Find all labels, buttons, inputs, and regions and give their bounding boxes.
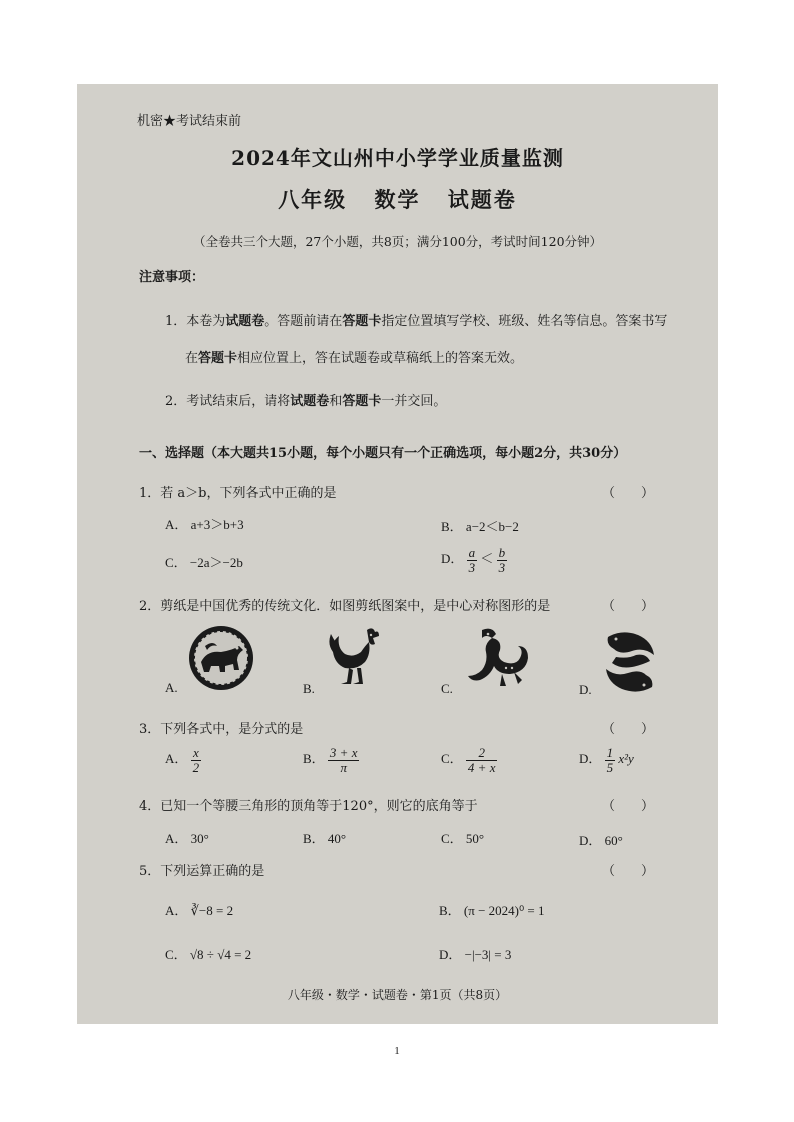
question-4-option-d: D． 60° xyxy=(579,833,623,848)
question-5-option-b: B． (π − 2024)⁰ = 1 xyxy=(439,903,545,918)
question-1-stem: 1．若 a＞b，下列各式中正确的是 xyxy=(139,486,337,501)
question-2-option-c: C. xyxy=(441,681,453,696)
question-5-stem: 5．下列运算正确的是 xyxy=(139,864,265,879)
exam-info: （全卷共三个大题，27个小题，共8页；满分100分，考试时间120分钟） xyxy=(192,234,603,249)
section-heading: 一、选择题（本大题共15小题，每个小题只有一个正确选项，每小题2分，共30分） xyxy=(139,446,627,461)
papercut-ox-icon xyxy=(187,624,255,692)
question-2-stem: 2．剪纸是中国优秀的传统文化．如图剪纸图案中，是中心对称图形的是 xyxy=(139,599,551,614)
question-2-option-a: A. xyxy=(165,680,178,695)
question-3-option-d: D． $\frac{1}{5}$ x²y xyxy=(579,745,634,775)
papercut-twin-fish-icon xyxy=(602,629,658,695)
question-4-option-b: B． 40° xyxy=(303,831,347,846)
question-3-option-b: B． $\frac{3 + x}{\pi}$ xyxy=(303,745,358,775)
question-1-answer-paren: （ ） xyxy=(602,486,655,501)
paper-footer: 八年级・数学・试题卷・第1页（共8页） xyxy=(287,988,508,1002)
question-2-option-b: B. xyxy=(303,681,315,696)
question-4-answer-paren: （ ） xyxy=(602,799,655,814)
question-3-answer-paren: （ ） xyxy=(602,722,655,737)
question-1-option-a: A． a+3＞b+3 xyxy=(165,517,244,532)
question-3-stem: 3．下列各式中，是分式的是 xyxy=(139,722,304,737)
notice-item-1-cont: 在答题卡相应位置上，答在试题卷或草稿纸上的答案无效。 xyxy=(185,351,524,366)
question-1-option-d: D． $\frac{a}{3}$ ＜ $\frac{b}{3}$ xyxy=(441,545,506,575)
question-4-stem: 4．已知一个等腰三角形的顶角等于120°，则它的底角等于 xyxy=(139,799,478,814)
question-1-option-c: C． −2a＞−2b xyxy=(165,555,243,570)
question-5-option-d: D． −|−3| = 3 xyxy=(439,947,512,962)
question-4-option-a: A． 30° xyxy=(165,831,209,846)
notice-item-2: 2．考试结束后，请将试题卷和答题卡一并交回。 xyxy=(165,394,447,409)
exam-paper xyxy=(77,84,718,1024)
question-3-option-c: C． $\frac{2}{4 + x}$ xyxy=(441,745,496,775)
papercut-dragon-icon xyxy=(462,624,532,690)
papercut-rooster-icon xyxy=(327,624,389,688)
confidential-label: 机密★考试结束前 xyxy=(137,114,242,129)
question-5-answer-paren: （ ） xyxy=(602,864,655,879)
page-number: 1 xyxy=(394,1045,400,1057)
exam-subtitle: 八年级 数学 试题卷 xyxy=(278,187,517,212)
question-2-answer-paren: （ ） xyxy=(602,599,655,614)
notice-heading: 注意事项： xyxy=(139,270,205,285)
question-2-option-d: D. xyxy=(579,682,592,697)
question-5-option-a: A． ∛−8 = 2 xyxy=(165,903,234,918)
exam-title: 2024年文山州中小学学业质量监测 xyxy=(231,146,564,170)
question-5-option-c: C． √8 ÷ √4 = 2 xyxy=(165,947,252,962)
notice-item-1: 1．本卷为试题卷。答题前请在答题卡指定位置填写学校、班级、姓名等信息。答案书写 xyxy=(165,314,668,329)
question-4-option-c: C． 50° xyxy=(441,831,485,846)
question-3-option-a: A． $\frac{x}{2}$ xyxy=(165,745,200,775)
question-1-option-b: B． a−2＜b−2 xyxy=(441,519,519,534)
